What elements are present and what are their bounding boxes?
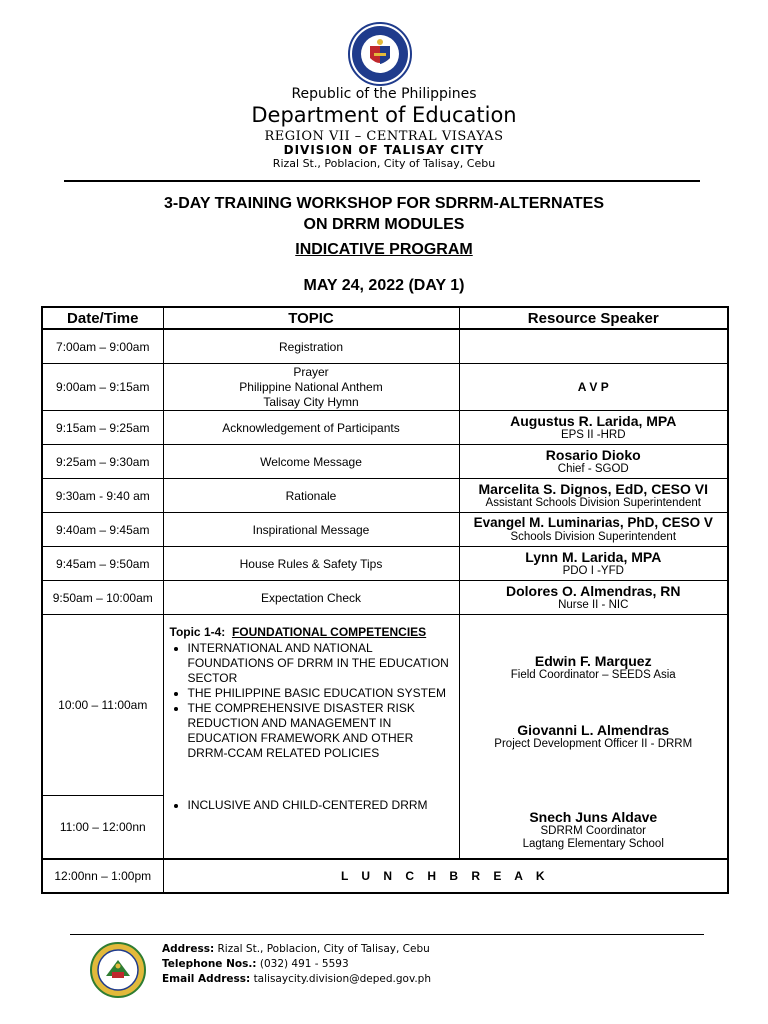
table-row [42,329,728,364]
row-speaker [459,411,728,445]
row-topic: House Rules & Safety Tips [163,547,459,581]
col-header-speaker: Resource Speaker [459,307,728,329]
speaker-role: Nurse II - NIC [558,599,629,611]
speaker-role: Project Development Officer II - DRRM [494,738,693,750]
footer-email-label: Email Address: [162,973,251,985]
row-time: 11:00 – 12:00nn [42,796,163,860]
workshop-title-line1: 3-DAY TRAINING WORKSHOP FOR SDRRM-ALTERNATES [163,195,604,212]
speaker-name: Rosario Dioko [545,447,641,463]
row-time: 9:45am – 9:50am [42,547,163,581]
row-topic [163,364,459,411]
table-row [42,859,728,893]
lunch-break-label: L U N C H B R E A K [163,859,728,893]
workshop-title [0,193,768,235]
row-speaker [459,513,728,547]
footer-address [162,943,430,955]
footer-phone-label: Telephone Nos.: [162,958,257,970]
program-heading: INDICATIVE PROGRAM [295,241,473,258]
row-speaker [459,547,728,581]
row-time: 9:30am - 9:40 am [42,479,163,513]
footer-phone-value: (032) 491 - 5593 [259,958,349,970]
speaker-role: Assistant Schools Division Superintendent [485,497,701,509]
table-row [42,615,728,796]
footer-divider [70,934,704,935]
row-speaker [459,445,728,479]
row-time: 9:40am – 9:45am [42,513,163,547]
row-speaker [459,329,728,364]
speaker-group [462,653,726,682]
footer-address-value: Rizal St., Poblacion, City of Talisay, Cebu [217,943,430,955]
row-topic: Inspirational Message [163,513,459,547]
footer-email-value[interactable]: talisaycity.division@deped.gov.ph [253,973,432,985]
table-row [42,547,728,581]
row-time: 7:00am – 9:00am [42,329,163,364]
topic-line: Philippine National Anthem [239,379,383,394]
footer-email [162,973,431,985]
header-address: Rizal St., Poblacion, City of Talisay, Cebu [272,157,496,170]
region-name: REGION VII – CENTRAL VISAYAS [264,129,504,144]
row-time: 9:50am – 10:00am [42,581,163,615]
topic-title: FOUNDATIONAL COMPETENCIES [231,625,427,639]
header-divider [64,180,700,182]
list-item: • THE COMPREHENSIVE DISASTER RISK REDUCTION AND MANAGEMENT IN EDUCATION FRAMEWORK AND OTHER DRRM-CCAM RELATED POLICIES [188,701,455,761]
speaker-role: Chief - SGOD [557,463,629,475]
speaker-name: Marcelita S. Dignos, EdD, CESO VI [478,481,708,497]
table-row [42,364,728,411]
table-row [42,445,728,479]
speaker-name: Evangel M. Luminarias, PhD, CESO V [473,515,713,530]
topic-bullets [170,641,455,761]
speaker-role: Field Coordinator – SEEDS Asia [510,669,676,681]
division-name: DIVISION OF TALISAY CITY [283,143,485,157]
topic-heading [170,625,455,639]
speaker-role: PDO I -YFD [562,565,624,577]
speaker-name: Snech Juns Aldave [529,809,658,825]
col-header-time: Date/Time [42,307,163,329]
speaker-name: Dolores O. Almendras, RN [505,583,681,599]
row-time: 10:00 – 11:00am [42,615,163,796]
row-speaker [459,364,728,411]
row-time: 9:15am – 9:25am [42,411,163,445]
speaker-name: Edwin F. Marquez [534,653,652,669]
department-name: Department of Education [251,103,517,127]
workshop-title-line2: ON DRRM MODULES [303,216,465,233]
row-time: 12:00nn – 1:00pm [42,859,163,893]
row-topic: Expectation Check [163,581,459,615]
row-speaker [459,479,728,513]
program-date: MAY 24, 2022 (DAY 1) [303,277,465,294]
table-row [42,411,728,445]
footer-phone [162,958,349,970]
row-topic: Welcome Message [163,445,459,479]
speaker-role: Schools Division Superintendent [510,531,677,543]
republic-line: Republic of the Philippines [291,86,477,102]
table-row [42,513,728,547]
program-table [41,306,729,894]
topic-block [163,615,459,860]
topic-line: Prayer [293,364,329,379]
division-seal-logo [90,942,146,998]
speaker-name: Augustus R. Larida, MPA [510,413,677,429]
speaker-group [462,809,726,851]
footer-address-label: Address: [162,943,215,955]
table-row [42,581,728,615]
speaker-group [462,722,726,751]
topic-bullets-2 [170,798,455,813]
row-time: 9:00am – 9:15am [42,364,163,411]
list-item: • INTERNATIONAL AND NATIONAL FOUNDATIONS OF DRRM IN THE EDUCATION SECTOR [188,641,455,686]
table-row [42,479,728,513]
speaker-school: Lagtang Elementary School [522,838,664,850]
topic-line: Talisay City Hymn [263,394,359,409]
row-topic: Registration [163,329,459,364]
deped-seal-logo [348,22,412,86]
list-item: • INCLUSIVE AND CHILD-CENTERED DRRM [188,798,455,813]
speaker-name: Giovanni L. Almendras [517,722,670,738]
speaker-role: SDRRM Coordinator [540,825,646,837]
row-topic: Acknowledgement of Participants [163,411,459,445]
speaker-name: A V P [577,380,609,394]
speaker-role: EPS II -HRD [560,429,626,441]
row-topic: Rationale [163,479,459,513]
col-header-topic: TOPIC [163,307,459,329]
speakers-block [459,615,728,860]
speaker-name: Lynn M. Larida, MPA [525,549,662,565]
row-speaker [459,581,728,615]
list-item: • THE PHILIPPINE BASIC EDUCATION SYSTEM [188,686,455,701]
topic-prefix: Topic 1-4: [169,625,226,639]
row-time: 9:25am – 9:30am [42,445,163,479]
